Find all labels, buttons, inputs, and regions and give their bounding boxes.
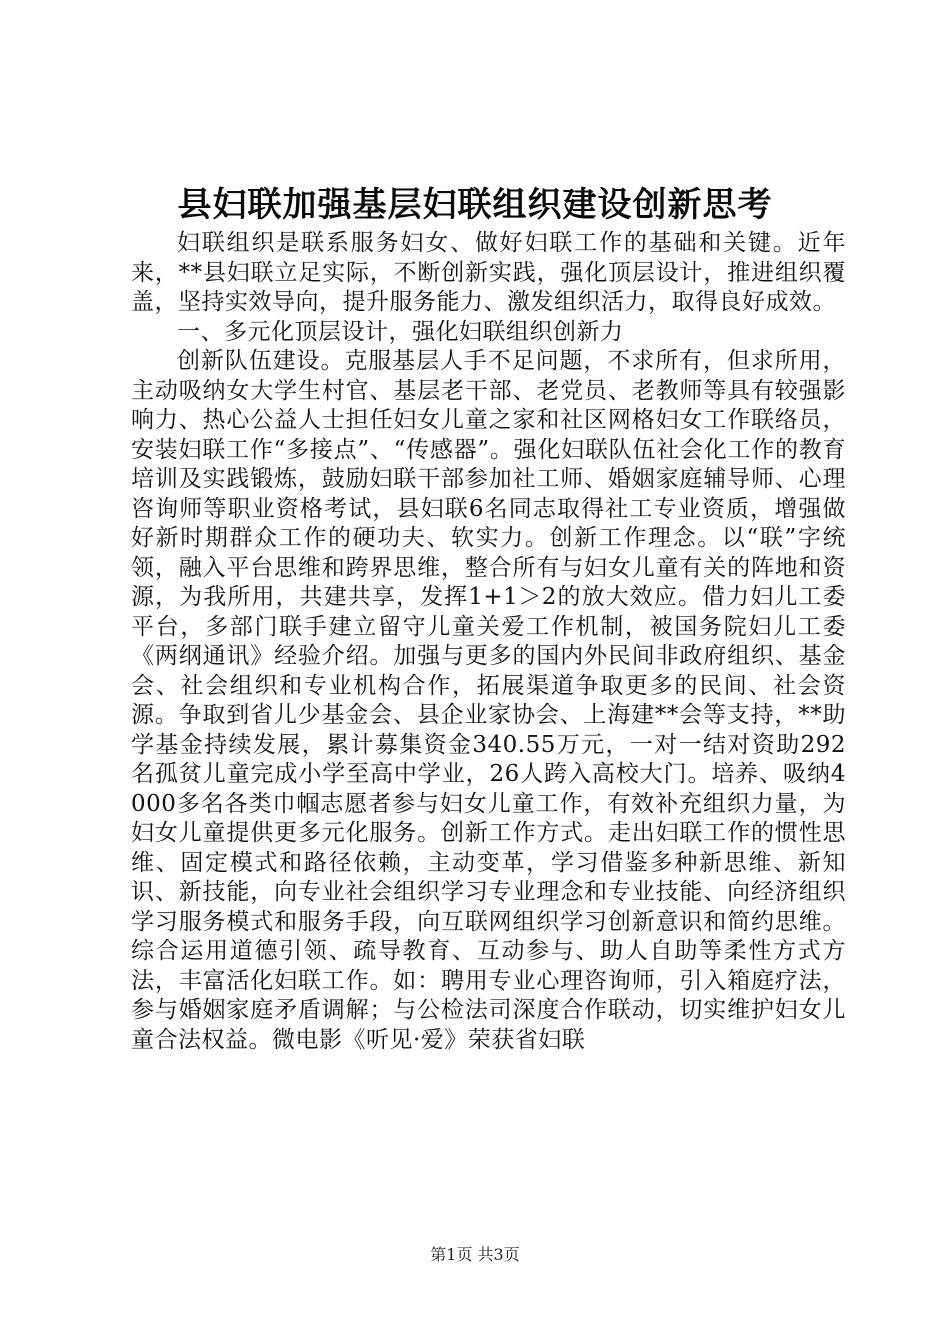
- paragraph-innovation: 创新队伍建设。克服基层人手不足问题，不求所有，但求所用，主动吸纳女大学生村官、基层老干部、老党员、老教师等具有较强影响力、热心公益人士担任妇女儿童之家和社区网格妇女工作联络员，安装妇联工作“多接点”、“传感器”。强化妇联队伍社会化工作的教育培训及实践锻炼，鼓励妇联干部参加社工师、婚姻家庭辅导师、心理咨询师等职业资格考试，县妇联6名同志取得社工专业资质，增强做好新时期群众工作的硬功夫、软实力。创新工作理念。以“联”字统领，融入平台思维和跨界思维，整合所有与妇女儿童有关的阵地和资源，为我所用，共建共享，发挥1+1＞2的放大效应。借力妇儿工委平台，多部门联手建立留守儿童关爱工作机制，被国务院妇儿工委《两纲通讯》经验介绍。加强与更多的国内外民间非政府组织、基金会、社会组织和专业机构合作，拓展渠道争取更多的民间、社会资源。争取到省儿少基金会、县企业家协会、上海建**会等支持，**助学基金持续发展，累计募集资金340.55万元，一对一结对资助292名孤贫儿童完成小学至高中学业，26人跨入高校大门。培养、吸纳4000多名各类巾帼志愿者参与妇女儿童工作，有效补充组织力量，为妇女儿童提供更多元化服务。创新工作方式。走出妇联工作的惯性思维、固定模式和路径依赖，主动变革，学习借鉴多种新思维、新知识、新技能，向专业社会组织学习专业理念和专业技能、向经济组织学习服务模式和服务手段，向互联网组织学习创新意识和简约思维。综合运用道德引领、疏导教育、互动参与、助人自助等柔性方式方法，丰富活化妇联工作。如：聘用专业心理咨询师，引入箱庭疗法，参与婚姻家庭矛盾调解；与公检法司深度合作联动，切实维护妇女儿童合法权益。微电影《听见·爱》荣获省妇联: [131, 348, 846, 1053]
- paragraph-intro: 妇联组织是联系服务妇女、做好妇联工作的基础和关键。近年来，**县妇联立足实际，不断创新实践，强化顶层设计，推进组织覆盖，坚持实效导向，提升服务能力、激发组织活力，取得良好成效。: [131, 230, 846, 315]
- document-body: [131, 229, 846, 1055]
- section-heading-1: 一、多元化顶层设计，强化妇联组织创新力: [177, 318, 624, 345]
- page-number: 第1页 共3页: [430, 1245, 520, 1264]
- document-title: 县妇联加强基层妇联组织建设创新思考: [177, 185, 773, 225]
